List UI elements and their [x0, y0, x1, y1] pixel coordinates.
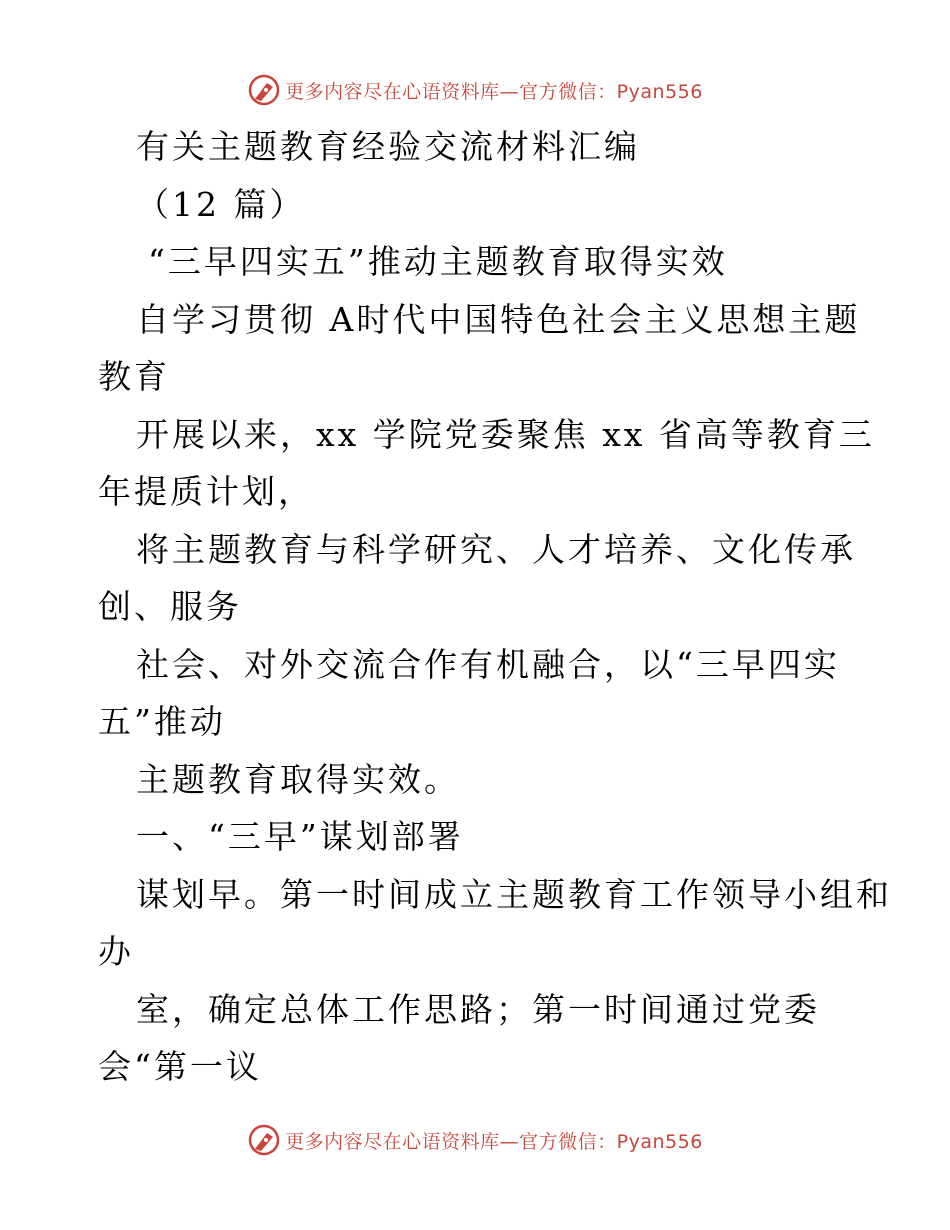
pen-nib-logo-icon	[247, 1123, 281, 1157]
header-watermark-inner	[247, 73, 703, 107]
header-watermark-text: 更多内容尽在心语资料库—官方微信：Pyan556	[285, 80, 703, 103]
paragraph-line: 室，确定总体工作思路；第一时间通过党委	[136, 989, 820, 1029]
header-watermark	[0, 70, 950, 110]
document-body	[98, 118, 892, 1096]
paragraph-line: 开展以来，xx 学院党委聚焦 xx 省高等教育三	[136, 414, 875, 454]
footer-watermark-inner	[247, 1123, 703, 1157]
paragraph-line: 会“第一议	[98, 1047, 262, 1086]
paragraph-line: 社会、对外交流合作有机融合，以“三早四实	[136, 644, 840, 684]
section-heading: 一、“三早”谋划部署	[136, 817, 464, 856]
footer-watermark-text: 更多内容尽在心语资料库—官方微信：Pyan556	[285, 1130, 703, 1153]
footer-watermark	[0, 1120, 950, 1160]
paragraph-line: 自学习贯彻 A时代中国特色社会主义思想主题	[136, 299, 861, 339]
paragraph-line: 教育	[98, 357, 170, 396]
paragraph-line: 年提质计划，	[98, 472, 314, 511]
document-count: （12 篇）	[136, 184, 306, 224]
paragraph-line: 创、服务	[98, 587, 242, 626]
paragraph-line: 将主题教育与科学研究、人才培养、文化传承	[136, 529, 856, 569]
paragraph-line: 主题教育取得实效。	[136, 759, 460, 799]
article-heading: “三早四实五”推动主题教育取得实效	[148, 242, 728, 281]
paragraph-line: 五”推动	[98, 702, 226, 741]
paragraph-line: 谋划早。第一时间成立主题教育工作领导小组和	[136, 874, 892, 914]
pen-nib-logo-icon	[247, 73, 281, 107]
document-title: 有关主题教育经验交流材料汇编	[136, 127, 640, 166]
paragraph-line: 办	[98, 932, 134, 971]
